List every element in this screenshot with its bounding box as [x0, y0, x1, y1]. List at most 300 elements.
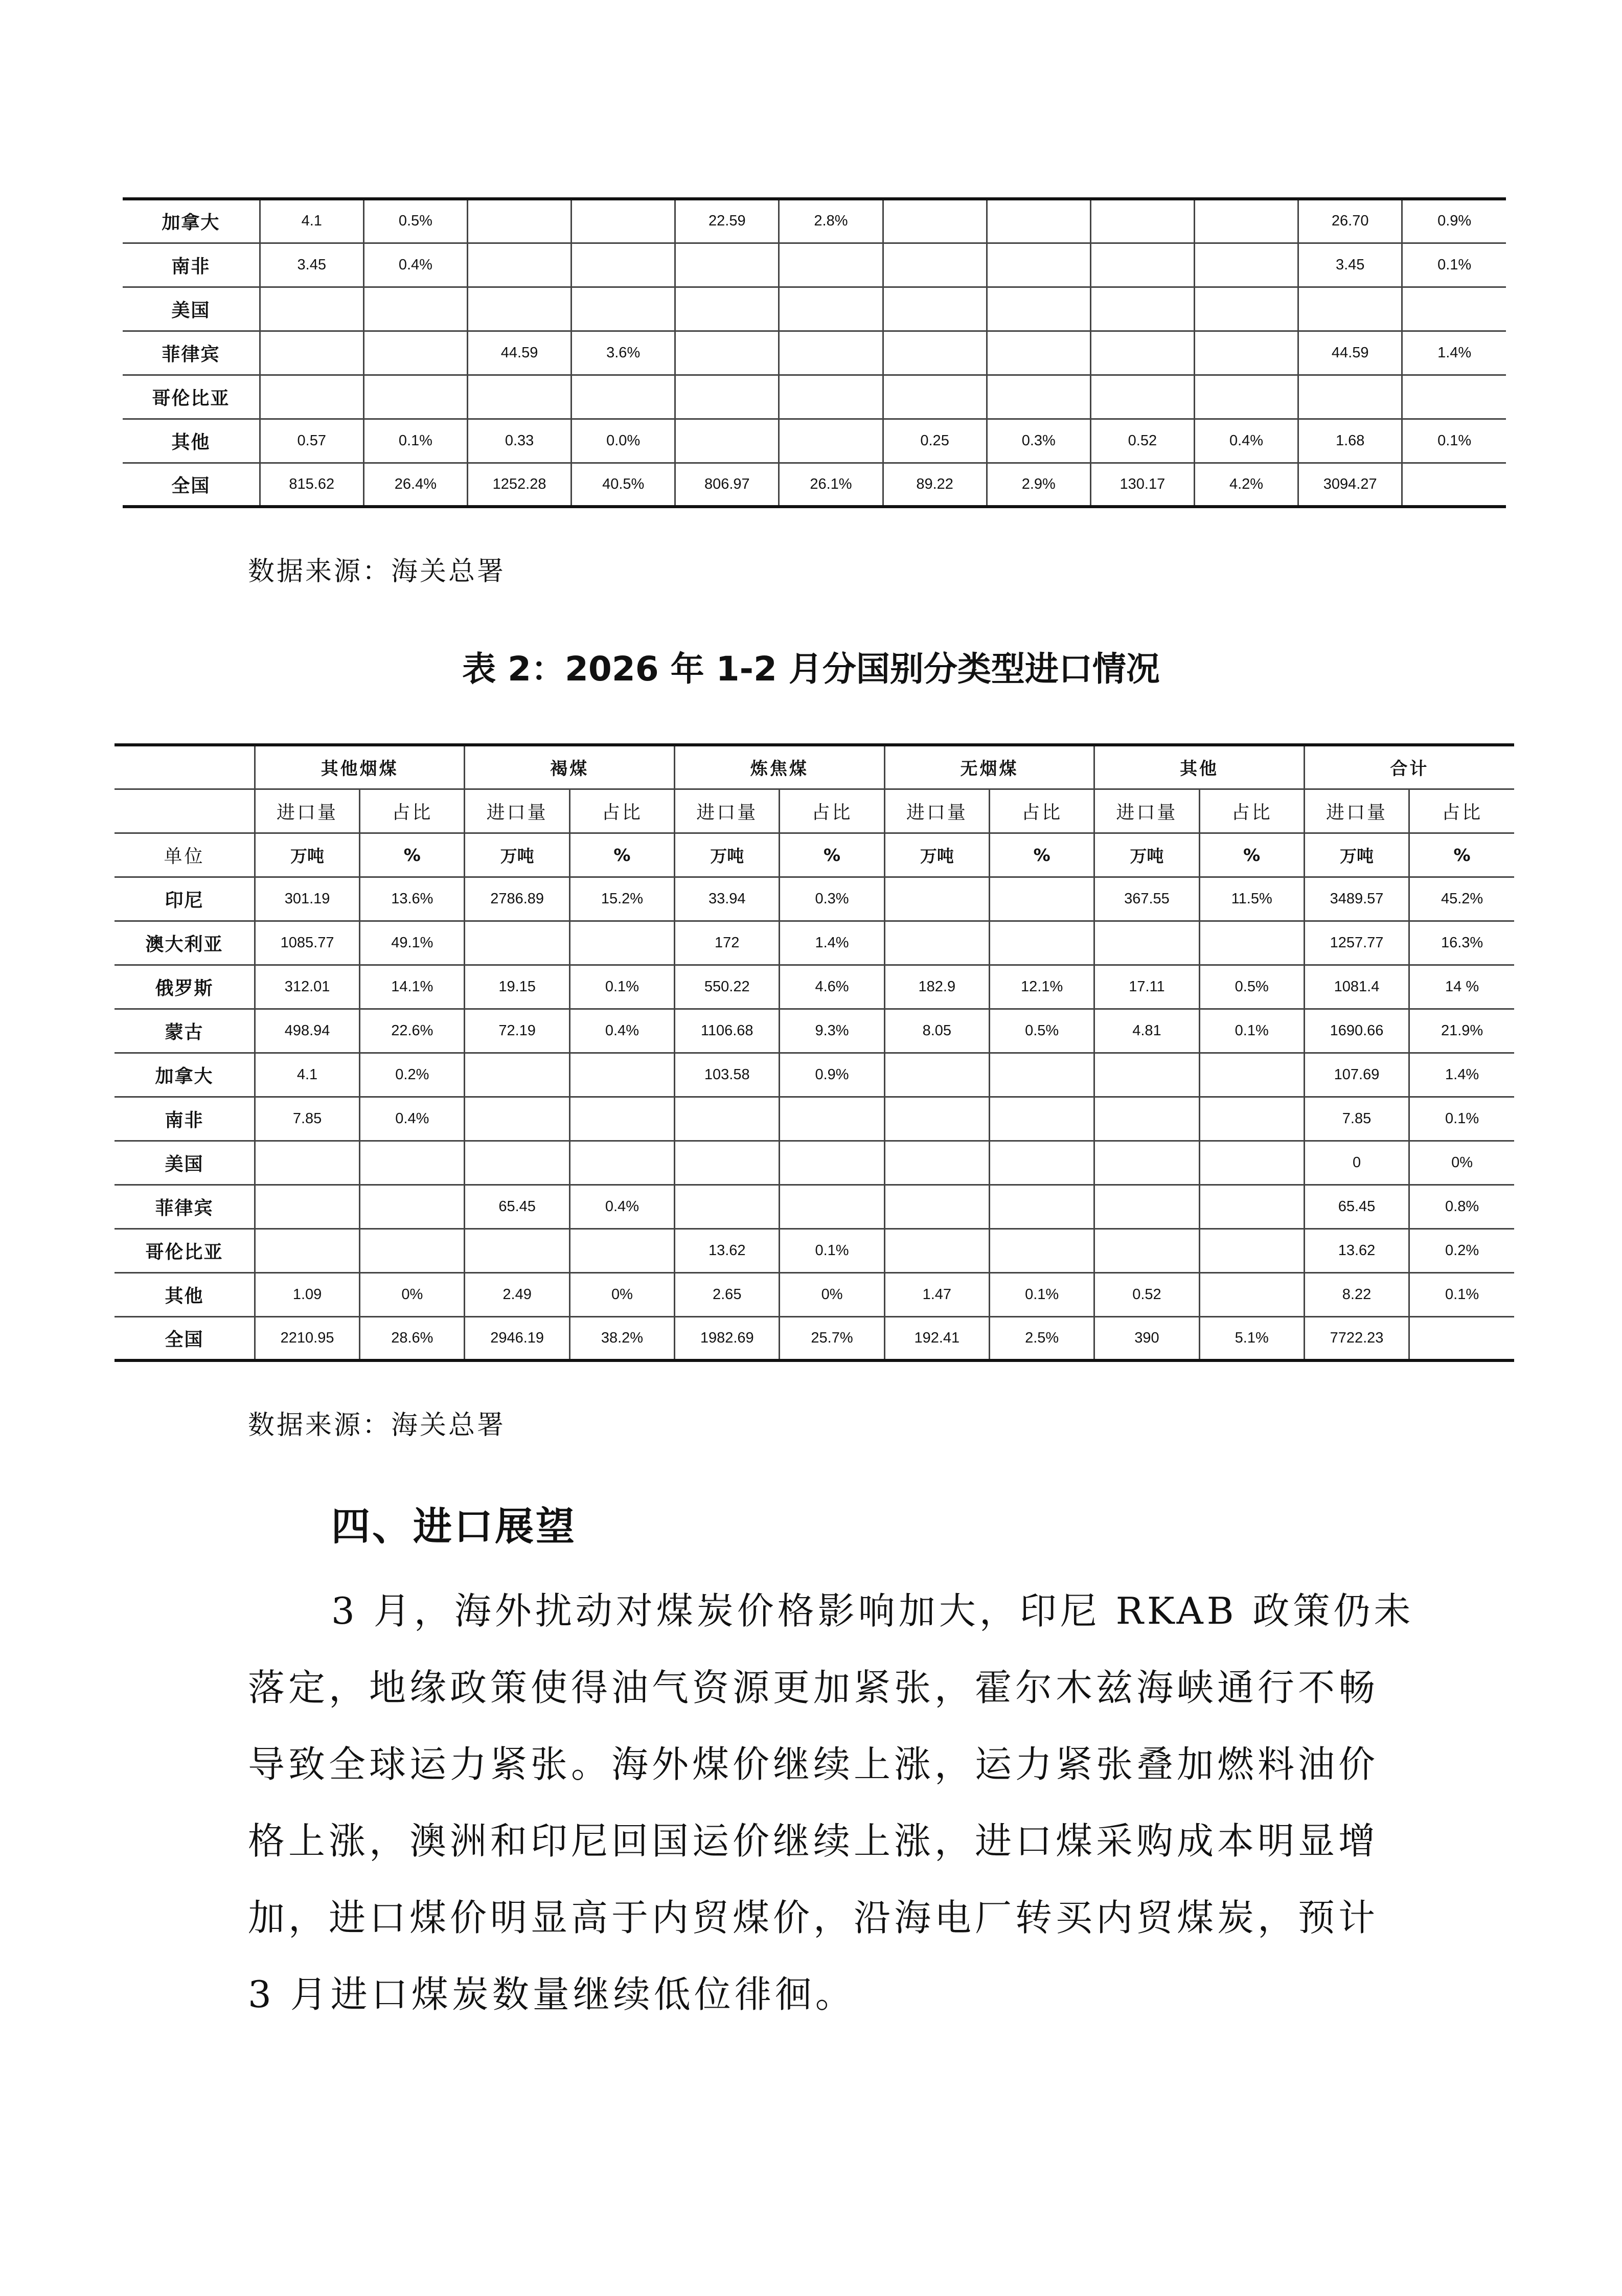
table-cell: [883, 375, 987, 419]
table-cell: [465, 1097, 569, 1141]
table-cell: [569, 921, 674, 965]
row-label: 哥伦比亚: [115, 1229, 255, 1272]
table-cell: [884, 1185, 989, 1229]
table-cell: [883, 331, 987, 375]
row-label: 其他: [123, 419, 260, 463]
table-row: [115, 921, 1514, 965]
paragraph-line: 3 月，海外扰动对煤炭价格影响加大，印尼 RKAB 政策仍未: [331, 1589, 1414, 1632]
table-cell: 12.1%: [989, 965, 1094, 1009]
table-cell: [989, 1141, 1094, 1185]
table-cell: 1252.28: [467, 463, 571, 507]
table-cell: 806.97: [675, 463, 779, 507]
unit-cell: 万吨: [1304, 833, 1409, 877]
unit-cell: %: [569, 833, 674, 877]
table-row: [115, 1316, 1514, 1360]
table-cell: 0.3%: [780, 877, 884, 921]
table-cell: [884, 921, 989, 965]
table-cell: 1106.68: [675, 1009, 780, 1053]
row-label: 蒙古: [115, 1009, 255, 1053]
table-cell: 0.1%: [1402, 243, 1506, 287]
table-cell: [779, 287, 883, 331]
table-cell: [569, 1097, 674, 1141]
table-cell: 11.5%: [1199, 877, 1304, 921]
table-cell: 815.62: [260, 463, 363, 507]
table-row: [115, 1141, 1514, 1185]
table-row: [123, 463, 1506, 507]
table-cell: 26.4%: [363, 463, 467, 507]
table-cell: 0.1%: [780, 1229, 884, 1272]
table-cell: [675, 375, 779, 419]
table-cell: [987, 243, 1090, 287]
table-cell: 0: [1304, 1141, 1409, 1185]
unit-cell: 万吨: [465, 833, 569, 877]
subheader-cell: 进口量: [465, 789, 569, 833]
table-cell: [1199, 1097, 1304, 1141]
table-cell: [1409, 1316, 1514, 1360]
unit-cell: 万吨: [884, 833, 989, 877]
table-row: [115, 965, 1514, 1009]
table-cell: [1194, 243, 1298, 287]
table-cell: [360, 1229, 465, 1272]
table-cell: 3.6%: [572, 331, 675, 375]
table-cell: [883, 287, 987, 331]
table-cell: 0.33: [467, 419, 571, 463]
table-cell: 65.45: [1304, 1185, 1409, 1229]
category-header: 合计: [1304, 745, 1514, 789]
unit-cell: %: [780, 833, 884, 877]
table-cell: [363, 331, 467, 375]
table-cell: 0.3%: [987, 419, 1090, 463]
row-label: 美国: [115, 1141, 255, 1185]
subheader-cell: 进口量: [1094, 789, 1199, 833]
row-label: 澳大利亚: [115, 921, 255, 965]
table-row: [115, 1229, 1514, 1272]
table-row: [115, 877, 1514, 921]
unit-cell: %: [360, 833, 465, 877]
table-cell: 9.3%: [780, 1009, 884, 1053]
unit-cell: 万吨: [255, 833, 359, 877]
table-cell: 312.01: [255, 965, 359, 1009]
subheader-cell: 进口量: [884, 789, 989, 833]
table-cell: [1199, 921, 1304, 965]
table-1-continued: [123, 197, 1506, 508]
unit-cell: 万吨: [1094, 833, 1199, 877]
row-label: 哥伦比亚: [123, 375, 260, 419]
table-cell: 1982.69: [675, 1316, 780, 1360]
row-label: 美国: [123, 287, 260, 331]
header-row: [115, 745, 1514, 789]
table-cell: 13.6%: [360, 877, 465, 921]
table-cell: [255, 1229, 359, 1272]
table-cell: 4.6%: [780, 965, 884, 1009]
table-cell: 3489.57: [1304, 877, 1409, 921]
table-cell: 8.22: [1304, 1272, 1409, 1316]
table-cell: 0.1%: [1199, 1009, 1304, 1053]
table-cell: 0%: [780, 1272, 884, 1316]
table-cell: 45.2%: [1409, 877, 1514, 921]
table-cell: 0.25: [883, 419, 987, 463]
table-2-title: 表 2：2026 年 1-2 月分国别分类型进口情况: [462, 649, 1160, 689]
table-cell: [260, 375, 363, 419]
category-header: 炼焦煤: [675, 745, 885, 789]
table-cell: [779, 331, 883, 375]
corner-cell: [115, 745, 255, 789]
table-cell: [987, 331, 1090, 375]
table-cell: 0.2%: [1409, 1229, 1514, 1272]
table-cell: [675, 1185, 780, 1229]
table-cell: [360, 1185, 465, 1229]
unit-cell: %: [1199, 833, 1304, 877]
table-cell: 26.70: [1298, 199, 1402, 243]
table-cell: 16.3%: [1409, 921, 1514, 965]
table-cell: 1.47: [884, 1272, 989, 1316]
category-header: 其他: [1094, 745, 1305, 789]
table-cell: [360, 1141, 465, 1185]
table-cell: 301.19: [255, 877, 359, 921]
table-cell: 103.58: [675, 1053, 780, 1097]
row-label: 其他: [115, 1272, 255, 1316]
table-cell: [569, 1053, 674, 1097]
table-cell: [1094, 1141, 1199, 1185]
table-cell: 2946.19: [465, 1316, 569, 1360]
table-cell: 0.1%: [989, 1272, 1094, 1316]
table-cell: 0.1%: [1409, 1097, 1514, 1141]
table-cell: 2.9%: [987, 463, 1090, 507]
table-cell: 0.4%: [1194, 419, 1298, 463]
table-cell: [883, 243, 987, 287]
unit-row-label: 单位: [115, 833, 255, 877]
table-cell: [1094, 1053, 1199, 1097]
table-cell: 4.1: [255, 1053, 359, 1097]
table-cell: [884, 877, 989, 921]
table-cell: 1.09: [255, 1272, 359, 1316]
table-cell: [255, 1185, 359, 1229]
subheader-cell: 进口量: [1304, 789, 1409, 833]
table-cell: [467, 375, 571, 419]
table-row: [123, 243, 1506, 287]
table-cell: [989, 1185, 1094, 1229]
table-cell: [989, 921, 1094, 965]
table-cell: [780, 1141, 884, 1185]
paragraph-line: 3 月进口煤炭数量继续低位徘徊。: [248, 1973, 856, 2016]
category-header: 褐煤: [465, 745, 675, 789]
table-cell: 14 %: [1409, 965, 1514, 1009]
table-cell: 1.4%: [1402, 331, 1506, 375]
row-label: 印尼: [115, 877, 255, 921]
table-cell: [572, 375, 675, 419]
table-cell: 0%: [1409, 1141, 1514, 1185]
table-cell: [465, 1141, 569, 1185]
table-cell: [780, 1097, 884, 1141]
table-cell: 0.4%: [360, 1097, 465, 1141]
table-cell: 2.65: [675, 1272, 780, 1316]
table-cell: 2210.95: [255, 1316, 359, 1360]
table-cell: [467, 243, 571, 287]
table-cell: [884, 1097, 989, 1141]
table-cell: 13.62: [675, 1229, 780, 1272]
table-cell: [1199, 1141, 1304, 1185]
table-cell: 0.1%: [1402, 419, 1506, 463]
table-cell: 4.2%: [1194, 463, 1298, 507]
table-cell: [255, 1141, 359, 1185]
table-cell: [572, 199, 675, 243]
table-cell: 0.1%: [363, 419, 467, 463]
table-row: [115, 1185, 1514, 1229]
row-label: 加拿大: [123, 199, 260, 243]
table-cell: 1690.66: [1304, 1009, 1409, 1053]
category-header: 无烟煤: [884, 745, 1094, 789]
table-cell: 192.41: [884, 1316, 989, 1360]
table-cell: 0.5%: [1199, 965, 1304, 1009]
table-cell: 0%: [360, 1272, 465, 1316]
table-cell: [1194, 199, 1298, 243]
table-cell: [780, 1185, 884, 1229]
table-cell: [1094, 1185, 1199, 1229]
category-header: 其他烟煤: [255, 745, 465, 789]
table-cell: [675, 331, 779, 375]
table-cell: 130.17: [1090, 463, 1194, 507]
table-cell: [1199, 1053, 1304, 1097]
section-heading: 四、进口展望: [331, 1504, 577, 1549]
row-label: 菲律宾: [123, 331, 260, 375]
table-cell: 72.19: [465, 1009, 569, 1053]
table-cell: [884, 1141, 989, 1185]
table-row: [115, 1272, 1514, 1316]
table-cell: 0.9%: [1402, 199, 1506, 243]
table-cell: [884, 1053, 989, 1097]
table-cell: 19.15: [465, 965, 569, 1009]
table-cell: [987, 287, 1090, 331]
table-cell: [1402, 375, 1506, 419]
table-cell: 7.85: [1304, 1097, 1409, 1141]
table-cell: [1090, 243, 1194, 287]
table-cell: [1402, 287, 1506, 331]
table-cell: [1090, 287, 1194, 331]
table-cell: [675, 1097, 780, 1141]
table-cell: 390: [1094, 1316, 1199, 1360]
table-row: [123, 419, 1506, 463]
table-cell: 1.4%: [1409, 1053, 1514, 1097]
subheader-cell: 占比: [1409, 789, 1514, 833]
table-cell: [989, 1229, 1094, 1272]
subheader-cell: 占比: [569, 789, 674, 833]
table-cell: 107.69: [1304, 1053, 1409, 1097]
table-cell: [1298, 287, 1402, 331]
paragraph-line: 落定，地缘政策使得油气资源更加紧张，霍尔木兹海峡通行不畅: [248, 1666, 1379, 1709]
table-cell: 25.7%: [780, 1316, 884, 1360]
row-label: 南非: [123, 243, 260, 287]
table-cell: 0.5%: [989, 1009, 1094, 1053]
table-cell: 44.59: [467, 331, 571, 375]
table-2: [115, 743, 1514, 1362]
table-cell: [1194, 287, 1298, 331]
table-cell: 1257.77: [1304, 921, 1409, 965]
table-cell: 2.8%: [779, 199, 883, 243]
table-cell: 3.45: [1298, 243, 1402, 287]
subheader-cell: 占比: [360, 789, 465, 833]
table-cell: 14.1%: [360, 965, 465, 1009]
table-cell: 2.5%: [989, 1316, 1094, 1360]
table-cell: 1085.77: [255, 921, 359, 965]
table-cell: [779, 375, 883, 419]
table-cell: 3094.27: [1298, 463, 1402, 507]
table-cell: [1199, 1229, 1304, 1272]
table-cell: [1090, 199, 1194, 243]
unit-row: [115, 833, 1514, 877]
table-cell: [1194, 375, 1298, 419]
table-cell: 0.0%: [572, 419, 675, 463]
table-cell: 26.1%: [779, 463, 883, 507]
row-label: 加拿大: [115, 1053, 255, 1097]
table-cell: [675, 1141, 780, 1185]
table-row: [123, 375, 1506, 419]
table-cell: 0.1%: [569, 965, 674, 1009]
table-cell: 0.57: [260, 419, 363, 463]
table-cell: [465, 921, 569, 965]
table-cell: 0.5%: [363, 199, 467, 243]
table-cell: [1199, 1185, 1304, 1229]
table-cell: 40.5%: [572, 463, 675, 507]
subheader-cell: 占比: [1199, 789, 1304, 833]
row-label: 全国: [123, 463, 260, 507]
table-cell: 0.4%: [569, 1185, 674, 1229]
table-cell: 5.1%: [1199, 1316, 1304, 1360]
table-cell: 0.8%: [1409, 1185, 1514, 1229]
table-cell: 0.52: [1090, 419, 1194, 463]
table-cell: [465, 1053, 569, 1097]
table-cell: 0.2%: [360, 1053, 465, 1097]
table-cell: [1402, 463, 1506, 507]
table-cell: [569, 1229, 674, 1272]
table-row: [123, 331, 1506, 375]
table-cell: [467, 199, 571, 243]
table-cell: [572, 287, 675, 331]
table-cell: [779, 243, 883, 287]
table-cell: 44.59: [1298, 331, 1402, 375]
table-cell: 1081.4: [1304, 965, 1409, 1009]
table-cell: [260, 331, 363, 375]
subheader-cell: 进口量: [675, 789, 780, 833]
unit-cell: 万吨: [675, 833, 780, 877]
table-cell: [1090, 375, 1194, 419]
table-2-source-note: 数据来源：海关总署: [248, 1410, 506, 1441]
table-cell: 2786.89: [465, 877, 569, 921]
table-cell: 33.94: [675, 877, 780, 921]
paragraph-line: 导致全球运力紧张。海外煤价继续上涨，运力紧张叠加燃料油价: [248, 1743, 1379, 1786]
table-row: [115, 1097, 1514, 1141]
table-cell: [675, 287, 779, 331]
table-cell: 367.55: [1094, 877, 1199, 921]
table-cell: 22.6%: [360, 1009, 465, 1053]
paragraph-line: 加，进口煤价明显高于内贸煤价，沿海电厂转买内贸煤炭，预计: [248, 1896, 1379, 1939]
table-cell: 38.2%: [569, 1316, 674, 1360]
row-label: 南非: [115, 1097, 255, 1141]
subheader-row: [115, 789, 1514, 833]
table-cell: 0.9%: [780, 1053, 884, 1097]
table-cell: 172: [675, 921, 780, 965]
table-cell: [1094, 921, 1199, 965]
table-cell: [569, 1141, 674, 1185]
subheader-cell: 占比: [989, 789, 1094, 833]
table-row: [123, 199, 1506, 243]
table-cell: [1090, 331, 1194, 375]
table-cell: 4.81: [1094, 1009, 1199, 1053]
table-cell: 0.4%: [569, 1009, 674, 1053]
table-cell: 550.22: [675, 965, 780, 1009]
table-1-source-note: 数据来源：海关总署: [248, 556, 506, 587]
table-cell: 7.85: [255, 1097, 359, 1141]
table-cell: [363, 375, 467, 419]
table-cell: 13.62: [1304, 1229, 1409, 1272]
subheader-cell: 占比: [780, 789, 884, 833]
table-cell: [779, 419, 883, 463]
table-cell: 21.9%: [1409, 1009, 1514, 1053]
table-row: [115, 1053, 1514, 1097]
table-cell: [989, 1053, 1094, 1097]
table-cell: 17.11: [1094, 965, 1199, 1009]
table-cell: [989, 1097, 1094, 1141]
table-cell: 89.22: [883, 463, 987, 507]
table-cell: [465, 1229, 569, 1272]
table-cell: [884, 1229, 989, 1272]
table-cell: 1.4%: [780, 921, 884, 965]
row-label: 全国: [115, 1316, 255, 1360]
corner-cell: [115, 789, 255, 833]
table-row: [123, 287, 1506, 331]
table-cell: [987, 199, 1090, 243]
table-cell: 65.45: [465, 1185, 569, 1229]
table-cell: [989, 877, 1094, 921]
table-cell: [363, 287, 467, 331]
table-cell: [675, 419, 779, 463]
table-cell: [1298, 375, 1402, 419]
paragraph-line: 格上涨，澳洲和印尼回国运价继续上涨，进口煤采购成本明显增: [248, 1820, 1379, 1862]
table-cell: 0%: [569, 1272, 674, 1316]
unit-cell: %: [1409, 833, 1514, 877]
table-cell: [1094, 1097, 1199, 1141]
row-label: 俄罗斯: [115, 965, 255, 1009]
table-cell: 8.05: [884, 1009, 989, 1053]
table-cell: [1199, 1272, 1304, 1316]
table-cell: [883, 199, 987, 243]
table-cell: 1.68: [1298, 419, 1402, 463]
unit-cell: %: [989, 833, 1094, 877]
table-row: [115, 1009, 1514, 1053]
table-cell: 4.1: [260, 199, 363, 243]
table-cell: 0.52: [1094, 1272, 1199, 1316]
table-cell: 3.45: [260, 243, 363, 287]
table-cell: 0.4%: [363, 243, 467, 287]
table-cell: 22.59: [675, 199, 779, 243]
table-cell: 28.6%: [360, 1316, 465, 1360]
table-cell: 0.1%: [1409, 1272, 1514, 1316]
table-cell: [572, 243, 675, 287]
row-label: 菲律宾: [115, 1185, 255, 1229]
table-cell: 2.49: [465, 1272, 569, 1316]
table-cell: 182.9: [884, 965, 989, 1009]
table-cell: [987, 375, 1090, 419]
table-cell: [467, 287, 571, 331]
table-cell: 498.94: [255, 1009, 359, 1053]
table-cell: [1094, 1229, 1199, 1272]
table-cell: [260, 287, 363, 331]
table-cell: 7722.23: [1304, 1316, 1409, 1360]
table-cell: [675, 243, 779, 287]
table-cell: 49.1%: [360, 921, 465, 965]
table-cell: 15.2%: [569, 877, 674, 921]
table-cell: [1194, 331, 1298, 375]
subheader-cell: 进口量: [255, 789, 359, 833]
